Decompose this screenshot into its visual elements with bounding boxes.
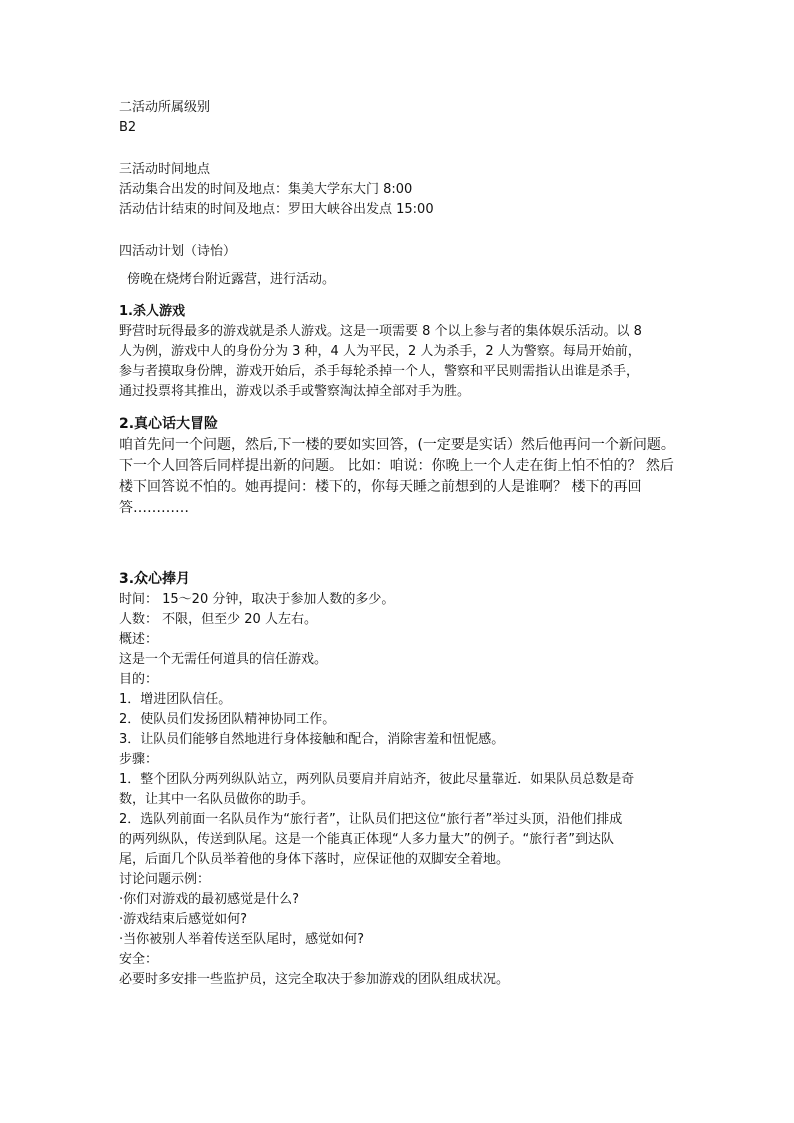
game1-line: 参与者摸取身份牌，游戏开始后，杀手每轮杀掉一个人，警察和平民则需指认出谁是杀手， <box>119 364 640 379</box>
game3-line: 的两列纵队，传送到队尾。这是一个能真正体现“人多力量大”的例子。“旅行者”到达队 <box>119 832 614 847</box>
document-body <box>119 98 679 990</box>
game3-line: ·当你被别人举着传送至队尾时，感觉如何? <box>119 932 365 947</box>
game3-line: 1．整个团队分两列纵队站立，两列队员要肩并肩站齐，彼此尽量靠近．如果队员总数是奇 <box>119 772 635 787</box>
game2-title: 2.真心话大冒险 <box>119 416 219 432</box>
game3-line: 必要时多安排一些监护员，这完全取决于参加游戏的团队组成状况。 <box>119 972 510 987</box>
game1-line: 野营时玩得最多的游戏就是杀人游戏。这是一项需要 8 个以上参与者的集体娱乐活动。以 8 <box>119 324 642 339</box>
game3-line: 步骤： <box>119 752 159 767</box>
game2-line: 答………… <box>119 500 189 516</box>
game3-line: 概述： <box>119 632 159 647</box>
section-heading-time-place: 三活动时间地点 <box>119 162 211 177</box>
game3-line: 2．选队列前面一名队员作为“旅行者”，让队员们把这位“旅行者”举过头顶，沿他们排成 <box>119 812 623 827</box>
gather-time-place: 活动集合出发的时间及地点：集美大学东大门 8:00 <box>119 182 413 197</box>
section-heading-plan: 四活动计划（诗怡） <box>119 244 237 259</box>
game3-line: 3．让队员们能够自然地进行身体接触和配合，消除害羞和忸怩感。 <box>119 732 505 747</box>
plan-intro: 傍晚在烧烤台附近露营，进行活动。 <box>127 272 336 287</box>
game3-line: 2．使队员们发扬团队精神协同工作。 <box>119 712 336 727</box>
game3-line: 1．增进团队信任。 <box>119 692 232 707</box>
game2-line: 下一个人回答后同样提出新的问题。 比如：咱说：你晚上一个人走在街上怕不怕的？ 然后 <box>119 458 674 474</box>
game3-line: 人数： 不限，但至少 20 人左右。 <box>119 612 317 627</box>
game3-line: 这是一个无需任何道具的信任游戏。 <box>119 652 328 667</box>
activity-level: B2 <box>119 120 137 135</box>
game1-line: 人为例，游戏中人的身份分为 3 种，4 人为平民，2 人为杀手，2 人为警察。每局开始前， <box>119 344 641 359</box>
section-heading-level: 二活动所属级别 <box>119 100 211 115</box>
game1-line: 通过投票将其推出，游戏以杀手或警察淘汰掉全部对手为胜。 <box>119 384 471 399</box>
end-time-place: 活动估计结束的时间及地点：罗田大峡谷出发点 15:00 <box>119 202 434 217</box>
game3-line: 安全： <box>119 952 159 967</box>
game2-line: 咱首先问一个问题，然后,下一楼的要如实回答，(一定要是实话）然后他再问一个新问题。 <box>119 437 675 453</box>
game3-line: 目的： <box>119 672 159 687</box>
game3-line: 尾，后面几个队员举着他的身体下落时，应保证他的双脚安全着地。 <box>119 852 510 867</box>
game1-title: 1.杀人游戏 <box>119 304 185 319</box>
game3-line: ·游戏结束后感觉如何? <box>119 912 248 927</box>
game3-line: 时间： 15～20 分钟，取决于参加人数的多少。 <box>119 592 395 607</box>
game3-line: 讨论问题示例： <box>119 872 211 887</box>
game3-line: 数，让其中一名队员做你的助手。 <box>119 792 315 807</box>
game3-line: ·你们对游戏的最初感觉是什么? <box>119 892 300 907</box>
game3-title: 3.众心捧月 <box>119 571 191 587</box>
game2-line: 楼下回答说不怕的。她再提问：楼下的，你每天睡之前想到的人是谁啊？ 楼下的再回 <box>119 479 642 495</box>
